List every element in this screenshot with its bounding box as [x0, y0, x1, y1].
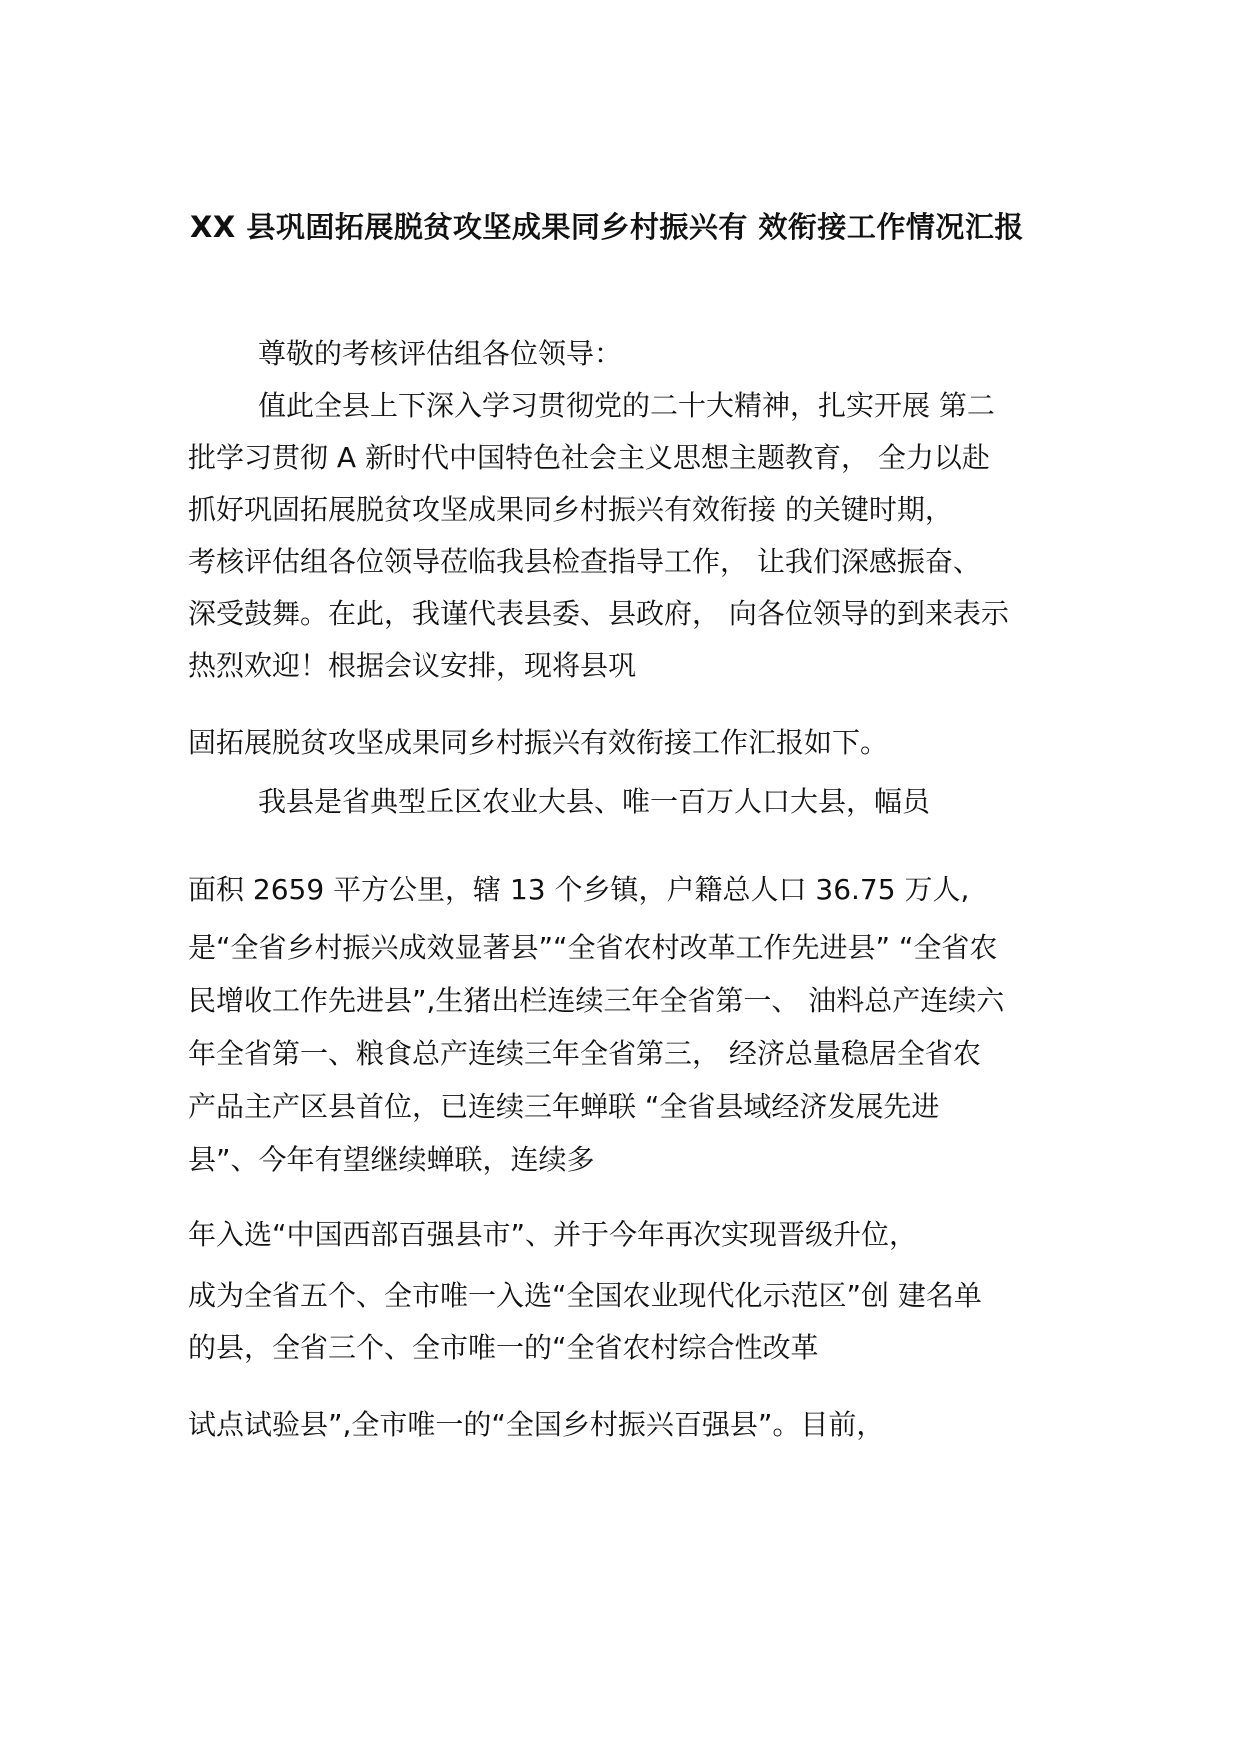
document-title: XX 县巩固拓展脱贫攻坚成果同乡村振兴有 效衔接工作情况汇报 [190, 210, 1024, 244]
paragraph-line: 考核评估组各位领导莅临我县检查指导工作， 让我们深感振奋、 [188, 545, 981, 578]
paragraph-line: 我县是省典型丘区农业大县、唯一百万人口大县，幅员 [258, 785, 931, 818]
paragraph-line: 产品主产区县首位，已连续三年蝉联 “全省县域经济发展先进 [188, 1090, 940, 1123]
paragraph-line: 年全省第一、粮食总产连续三年全省第三， 经济总量稳居全省农 [188, 1037, 981, 1070]
paragraph-line: 深受鼓舞。在此，我谨代表县委、县政府， 向各位领导的到来表示 [188, 597, 1009, 630]
paragraph-line: 试点试验县”,全市唯一的“全国乡村振兴百强县”。目前， [188, 1408, 885, 1441]
paragraph-line: 值此全县上下深入学习贯彻党的二十大精神，扎实开展 第二 [258, 389, 995, 422]
paragraph-line: 县”、今年有望继续蝉联，连续多 [188, 1143, 595, 1176]
paragraph-line: 民增收工作先进县”,生猪出栏连续三年全省第一、 油料总产连续六 [188, 984, 1005, 1017]
paragraph-line: 抓好巩固拓展脱贫攻坚成果同乡村振兴有效衔接 的关键时期， [188, 493, 953, 526]
paragraph-line: 批学习贯彻 A 新时代中国特色社会主义思想主题教育， 全力以赴 [188, 441, 990, 474]
paragraph-line: 的县，全省三个、全市唯一的“全省农村综合性改革 [188, 1331, 819, 1364]
paragraph-line: 年入选“中国西部百强县市”、并于今年再次实现晋级升位， [188, 1218, 918, 1251]
paragraph-line: 是“全省乡村振兴成效显著县”“全省农村改革工作先进县” “全省农 [188, 931, 998, 964]
paragraph-line: 成为全省五个、全市唯一入选“全国农业现代化示范区”创 建名单 [188, 1279, 982, 1312]
paragraph-line: 热烈欢迎！根据会议安排，现将县巩 [188, 649, 637, 682]
paragraph-line: 固拓展脱贫攻坚成果同乡村振兴有效衔接工作汇报如下。 [188, 726, 889, 759]
paragraph-line: 面积 2659 平方公里，辖 13 个乡镇，户籍总人口 36.75 万人, [188, 873, 970, 906]
salutation-line: 尊敬的考核评估组各位领导： [258, 337, 623, 370]
